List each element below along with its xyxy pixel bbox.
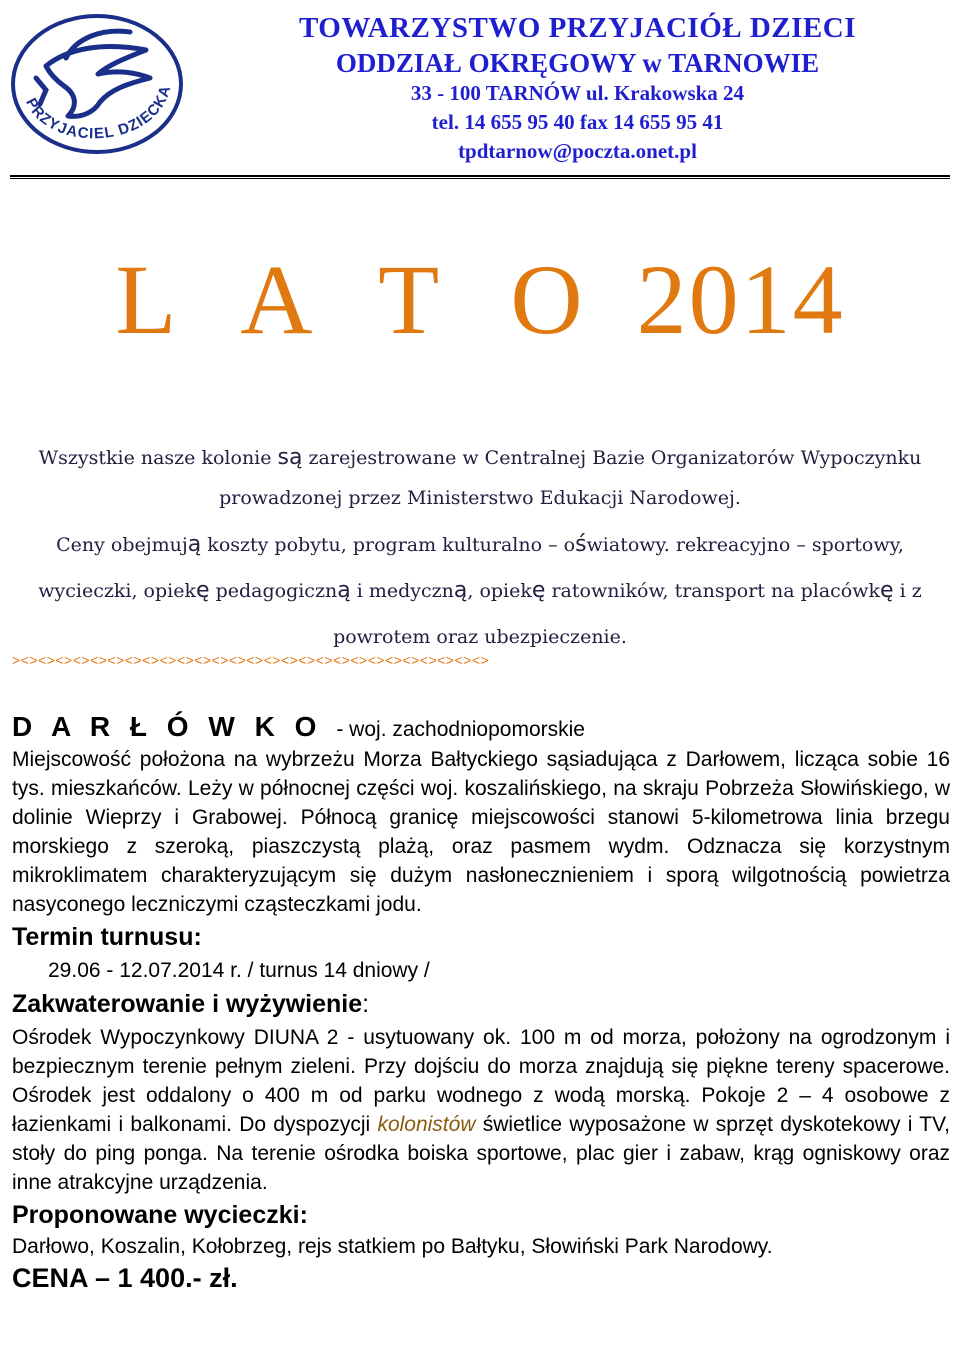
intro-p2-d: ś (575, 532, 587, 557)
term-heading: Termin turnusu: (12, 923, 202, 951)
decorative-divider: ><><><><><><><><><><><><><><><><><><><><><><><><><><><> (12, 652, 490, 668)
intro-p2-g: pedagogiczn (209, 580, 338, 602)
intro-p2-n: ę (880, 578, 894, 603)
org-email: tpdtarnow@poczta.onet.pl (458, 139, 697, 163)
org-phone: tel. 14 655 95 40 fax 14 655 95 41 (431, 110, 724, 134)
page-title (0, 240, 960, 360)
term-value: 29.06 - 12.07.2014 r. / turnus 14 dniowy / (48, 959, 430, 982)
org-name: TOWARZYSTWO PRZYJACIÓŁ DZIECI (298, 12, 857, 44)
accommodation-highlight: kolonistów (377, 1113, 476, 1136)
intro-p2-b: ą (187, 532, 202, 557)
intro-p2-c: koszty pobytu, program kulturalno – o (201, 534, 576, 556)
intro-paragraph-2 (20, 522, 940, 660)
offer-section (12, 712, 950, 1295)
place-name: D A R Ł Ó W K O (12, 711, 323, 742)
org-address: 33 - 100 TARNÓW ul. Krakowska 24 (410, 81, 745, 105)
intro-p2-k: , opiek (467, 580, 532, 602)
intro-p1-a: Wszystkie nasze kolonie (38, 447, 278, 469)
intro-p2-m: ratowników, transport na placówk (545, 580, 880, 602)
accommodation-heading-text: Zakwaterowanie i wyżywienie (12, 990, 363, 1018)
title-word: L A T O (115, 244, 607, 355)
header-divider (10, 175, 950, 179)
intro-p2-o: i z powrotem oraz ubezpieczenie. (333, 580, 922, 648)
intro-paragraph-1 (20, 438, 940, 518)
accommodation-text-b: świetlice wyposażone w sprzęt dyskotekowy i TV, stoły do ping ponga. Na terenie ośrodka boiska sportowe, plac gier i zabaw, krąg ogniskowy oraz inne atrakcyjne urządzenia. (12, 1113, 950, 1194)
intro-p1-c: zarejestrowane w Centralnej Bazie Organizatorów Wypoczynku prowadzonej przez Ministerstwo Edukacji Narodowej. (219, 447, 922, 509)
intro-p2-i: i medyczn (350, 580, 454, 602)
logo-text: PRZYJACIEL DZIECKA (22, 83, 175, 143)
organization-header (205, 10, 950, 166)
org-branch: ODDZIAŁ OKRĘGOWY w TARNOWIE (335, 48, 820, 78)
intro-p1-b: są (277, 445, 303, 470)
price: CENA – 1 400.- zł. (12, 1263, 238, 1293)
accommodation-text (12, 1023, 950, 1197)
logo-emblem-icon (6, 8, 188, 158)
intro-p2-j: ą (453, 578, 468, 603)
intro-p2-h: ą (337, 578, 351, 603)
place-region: - woj. zachodniopomorskie (336, 718, 585, 741)
intro-p2-e: wiatowy. rekreacyjno – sportowy, wycieczki, opiek (38, 534, 904, 602)
logo (6, 8, 188, 158)
intro-p2-a: Ceny obejmuj (56, 534, 188, 556)
trips-heading: Proponowane wycieczki: (12, 1201, 308, 1229)
intro-p2-l: ę (531, 578, 546, 603)
intro-p2-f: ę (195, 578, 210, 603)
title-year: 2014 (636, 244, 845, 355)
accommodation-heading-colon: : (362, 990, 370, 1018)
accommodation-text-a: Ośrodek Wypoczynkowy DIUNA 2 - usytuowany ok. 100 m od morza, położony na ogrodzonym i bezpiecznym terenie pełnym zieleni. Przy dojściu do morza znajdują się piękne tereny spacerowe. Ośrodek jest oddalony o 400 m od parku wodnego z wodą morską. Pokoje 2 – 4 osobowe z łazienkami i balkonami. Do dyspozycji (12, 1026, 950, 1136)
place-description: Miejscowość położona na wybrzeżu Morza Bałtyckiego sąsiadująca z Darłowem, licząca sobie 16 tys. mieszkańców. Leży w północnej części woj. koszalińskiego, na skraju Pobrzeża Słowińskiego, w dolinie Wieprzy i Grabowej. Północą granicę miejscowości stanowi 5-kilometrowa linia brzegu morskiego z szeroką, piaszczystą plażą, oraz pasmem wydm. Odznacza się korzystnym mikroklimatem charakteryzującym się dużym nasłonecznieniem i sporą wilgotnością powietrza nasyconego leczniczymi cząsteczkami jodu. (12, 748, 950, 916)
accommodation-heading (12, 988, 950, 1021)
place-heading (12, 712, 950, 744)
trips-text: Darłowo, Koszalin, Kołobrzeg, rejs statkiem po Bałtyku, Słowiński Park Narodowy. (12, 1235, 773, 1258)
intro-text (20, 438, 940, 660)
